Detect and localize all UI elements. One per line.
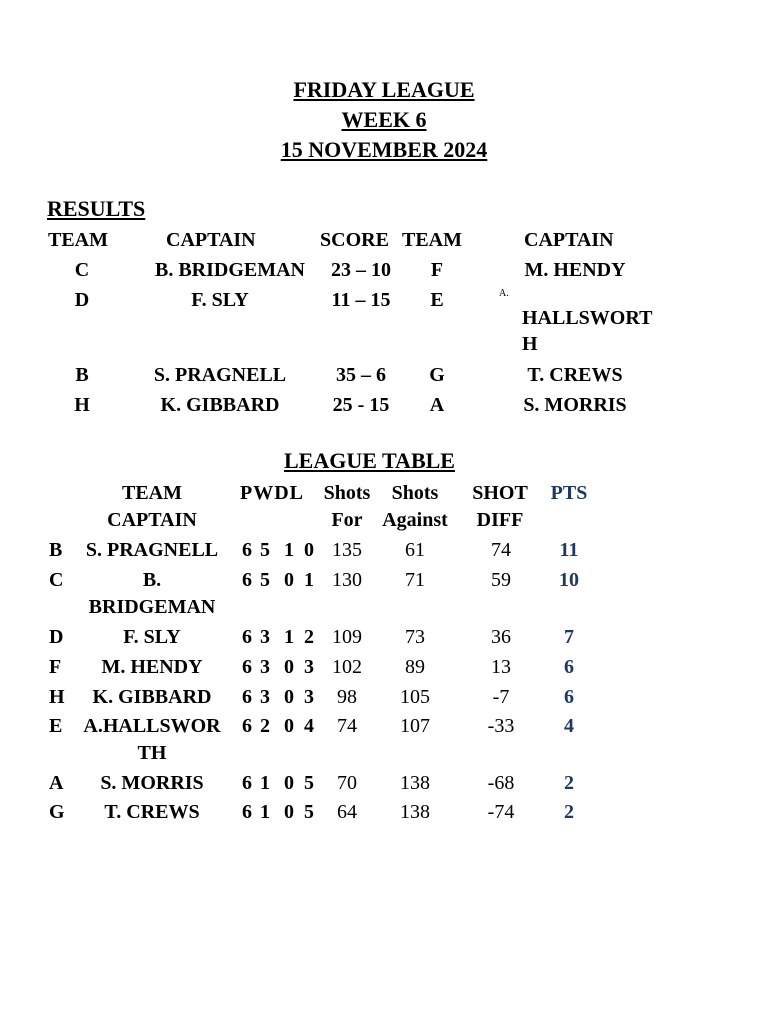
league-captain-line2: BRIDGEMAN bbox=[88, 596, 216, 618]
league-shots-against: 107 bbox=[400, 715, 430, 737]
league-team: E bbox=[49, 715, 63, 737]
league-d: 0 bbox=[284, 801, 294, 823]
league-pts: 2 bbox=[564, 772, 574, 794]
league-captain-line2: TH bbox=[137, 742, 167, 764]
league-shot-diff: 59 bbox=[491, 569, 511, 591]
result-team2: G bbox=[429, 364, 445, 386]
result-team: H bbox=[74, 394, 90, 416]
league-p: 6 bbox=[242, 801, 252, 823]
league-team: F bbox=[49, 656, 62, 678]
league-w: 1 bbox=[260, 801, 270, 823]
league-shots-for: 74 bbox=[337, 715, 357, 737]
league-p: 6 bbox=[242, 656, 252, 678]
league-p: 6 bbox=[242, 539, 252, 561]
league-w: 3 bbox=[260, 686, 270, 708]
results-header-captain: CAPTAIN bbox=[166, 229, 256, 251]
document-header bbox=[0, 75, 768, 165]
league-header-shots-for: Shots bbox=[323, 482, 371, 504]
league-shot-diff: 74 bbox=[491, 539, 511, 561]
league-captain: S. MORRIS bbox=[100, 772, 204, 794]
league-pts: 7 bbox=[564, 626, 574, 648]
league-shots-for: 70 bbox=[337, 772, 357, 794]
league-team: H bbox=[49, 686, 65, 708]
result-score: 11 – 15 bbox=[331, 289, 391, 311]
league-pts: 4 bbox=[564, 715, 574, 737]
league-captain: T. CREWS bbox=[104, 801, 200, 823]
result-score: 23 – 10 bbox=[331, 259, 391, 281]
league-captain: S. PRAGNELL bbox=[85, 539, 219, 561]
league-shots-against: 89 bbox=[405, 656, 425, 678]
result-score: 35 – 6 bbox=[336, 364, 386, 386]
league-pts: 6 bbox=[564, 656, 574, 678]
league-w: 5 bbox=[260, 539, 270, 561]
results-header-team: TEAM bbox=[48, 229, 108, 251]
league-shot-diff: -33 bbox=[487, 715, 515, 737]
league-d: 0 bbox=[284, 772, 294, 794]
league-p: 6 bbox=[242, 686, 252, 708]
league-table-title: LEAGUE TABLE bbox=[284, 448, 455, 473]
league-shot-diff: 36 bbox=[491, 626, 511, 648]
league-captain: K. GIBBARD bbox=[92, 686, 212, 708]
results-header-captain2: CAPTAIN bbox=[524, 229, 614, 251]
league-team: B bbox=[49, 539, 63, 561]
league-shots-for: 130 bbox=[332, 569, 362, 591]
result-team: C bbox=[74, 259, 90, 281]
league-pts: 6 bbox=[564, 686, 574, 708]
week-label: WEEK 6 bbox=[341, 107, 427, 132]
league-l: 1 bbox=[304, 569, 314, 591]
result-team: B bbox=[75, 364, 89, 386]
league-l: 3 bbox=[304, 656, 314, 678]
league-l: 4 bbox=[304, 715, 314, 737]
league-d: 0 bbox=[284, 656, 294, 678]
league-team: D bbox=[49, 626, 64, 648]
league-p: 6 bbox=[242, 569, 252, 591]
league-p: 6 bbox=[242, 715, 252, 737]
league-shots-against: 138 bbox=[400, 772, 430, 794]
result-captain2: T. CREWS bbox=[527, 364, 623, 386]
league-captain: F. SLY bbox=[123, 626, 181, 648]
results-title: RESULTS bbox=[47, 196, 146, 221]
league-header-captain: CAPTAIN bbox=[107, 509, 197, 531]
result-captain: F. SLY bbox=[191, 289, 249, 311]
league-captain: M. HENDY bbox=[101, 656, 203, 678]
league-l: 0 bbox=[304, 539, 314, 561]
league-shots-against: 71 bbox=[405, 569, 425, 591]
league-shot-diff: -7 bbox=[492, 686, 510, 708]
league-d: 1 bbox=[284, 626, 294, 648]
league-shots-against: 73 bbox=[405, 626, 425, 648]
date-label: 15 NOVEMBER 2024 bbox=[280, 137, 488, 162]
league-shot-diff: 13 bbox=[491, 656, 511, 678]
league-shots-for: 135 bbox=[332, 539, 362, 561]
league-shots-against: 138 bbox=[400, 801, 430, 823]
league-w: 3 bbox=[260, 656, 270, 678]
league-l: 2 bbox=[304, 626, 314, 648]
result-team: D bbox=[74, 289, 90, 311]
result-team2: F bbox=[430, 259, 444, 281]
league-w: 5 bbox=[260, 569, 270, 591]
league-l: 5 bbox=[304, 801, 314, 823]
league-d: 0 bbox=[284, 686, 294, 708]
league-p: 6 bbox=[242, 626, 252, 648]
result-captain: S. PRAGNELL bbox=[153, 364, 287, 386]
results-header-team2: TEAM bbox=[402, 229, 462, 251]
league-p: 6 bbox=[242, 772, 252, 794]
league-header-shot-diff: SHOT bbox=[472, 482, 528, 504]
league-team: A bbox=[49, 772, 64, 794]
league-header-shots-against: Shots bbox=[391, 482, 439, 504]
league-l: 5 bbox=[304, 772, 314, 794]
league-pts: 2 bbox=[564, 801, 574, 823]
result-captain2-line2: H bbox=[522, 333, 538, 355]
league-d: 1 bbox=[284, 539, 294, 561]
league-shots-against: 61 bbox=[405, 539, 425, 561]
league-team: C bbox=[49, 569, 64, 591]
league-shots-for: 102 bbox=[332, 656, 362, 678]
result-captain2: S. MORRIS bbox=[523, 394, 627, 416]
result-team2: E bbox=[430, 289, 444, 311]
result-captain: B. BRIDGEMAN bbox=[154, 259, 305, 281]
league-w: 1 bbox=[260, 772, 270, 794]
results-header-score: SCORE bbox=[320, 229, 389, 251]
league-shots-for: 109 bbox=[332, 626, 362, 648]
league-pts: 10 bbox=[559, 569, 579, 591]
league-header-team: TEAM bbox=[122, 482, 182, 504]
league-header-shots-for-l2: For bbox=[331, 509, 363, 531]
league-d: 0 bbox=[284, 715, 294, 737]
league-shot-diff: -68 bbox=[487, 772, 515, 794]
league-header-shot-diff-l2: DIFF bbox=[476, 509, 524, 531]
league-shots-for: 98 bbox=[337, 686, 357, 708]
league-captain-line1: A.HALLSWOR bbox=[83, 715, 221, 737]
league-w: 3 bbox=[260, 626, 270, 648]
league-pts: 11 bbox=[559, 539, 579, 561]
result-captain: K. GIBBARD bbox=[160, 394, 280, 416]
league-shots-against: 105 bbox=[400, 686, 430, 708]
result-captain2-prefix: A. bbox=[499, 288, 509, 299]
league-w: 2 bbox=[260, 715, 270, 737]
league-shot-diff: -74 bbox=[487, 801, 515, 823]
result-team2: A bbox=[429, 394, 445, 416]
league-header-shots-against-l2: Against bbox=[382, 509, 448, 531]
league-shots-for: 64 bbox=[337, 801, 357, 823]
league-header-pwdl: PWDL bbox=[240, 482, 304, 504]
league-l: 3 bbox=[304, 686, 314, 708]
league-header-pts: PTS bbox=[550, 482, 588, 504]
league-captain-line1: B. bbox=[142, 569, 162, 591]
league-team: G bbox=[49, 801, 65, 823]
league-title: FRIDAY LEAGUE bbox=[293, 77, 475, 102]
league-d: 0 bbox=[284, 569, 294, 591]
result-score: 25 - 15 bbox=[332, 394, 390, 416]
result-captain2-line1: HALLSWORT bbox=[522, 307, 653, 329]
result-captain2: M. HENDY bbox=[524, 259, 626, 281]
